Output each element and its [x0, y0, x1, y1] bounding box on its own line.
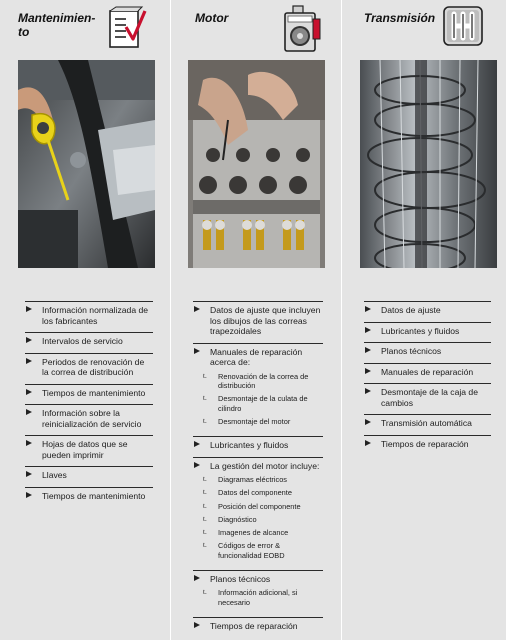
list-item: [364, 322, 491, 343]
column-maintenance: [0, 0, 170, 640]
transmission-list: [364, 301, 491, 455]
item-label: Desmontaje de la caja de cambios: [381, 387, 478, 408]
gear-shift-icon: [442, 5, 486, 49]
item-label: Llaves: [42, 470, 67, 480]
sub-item: [201, 475, 323, 485]
sub-marker: t.: [203, 371, 207, 380]
bullet-arrow-icon: [365, 347, 371, 353]
sub-marker: t.: [203, 488, 207, 497]
sub-label: Renovación de la correa de distribución: [218, 371, 309, 391]
item-label: Manuales de reparación: [381, 366, 474, 377]
item-label: Tiempos de mantenimiento: [42, 387, 146, 398]
list-item: [364, 414, 491, 435]
bullet-arrow-icon: [26, 440, 32, 446]
bullet-arrow-icon: [194, 622, 200, 628]
sub-item: [201, 528, 323, 538]
column-transmission: [342, 0, 506, 640]
item-label: Manuales de reparación acerca de:: [210, 346, 303, 367]
sub-label: Información adicional, si necesario: [218, 588, 298, 608]
list-item: [25, 353, 153, 384]
gearbox-photo: [360, 60, 497, 268]
item-label: Planos técnicos: [381, 346, 442, 356]
item-label: Información normalizada de los fabricantes: [42, 305, 149, 326]
sub-marker: t.: [203, 417, 207, 426]
list-item: [25, 384, 153, 405]
list-item: [364, 363, 491, 384]
sub-item: [201, 417, 323, 427]
sub-label: Desmontaje del motor: [218, 417, 291, 427]
sub-item: [201, 488, 323, 498]
checklist-icon: [108, 5, 148, 51]
item-label: Lubricantes y fluidos: [210, 440, 289, 451]
bullet-arrow-icon: [26, 409, 32, 415]
list-item: [25, 301, 153, 332]
sublist: [201, 372, 323, 427]
list-item: [193, 436, 323, 457]
list-item: [193, 617, 323, 638]
bullet-arrow-icon: [365, 388, 371, 394]
bullet-arrow-icon: [26, 306, 32, 312]
bullet-arrow-icon: [26, 358, 32, 364]
sub-label: Datos del componente: [218, 488, 292, 498]
sub-marker: t.: [203, 541, 207, 550]
item-label: Tiempos de mantenimiento: [42, 490, 146, 501]
list-item: [364, 383, 491, 414]
sub-marker: t.: [203, 514, 207, 523]
bullet-arrow-icon: [194, 441, 200, 447]
sub-marker: t.: [203, 501, 207, 510]
item-label: Datos de ajuste que incluyen los dibujos de las correas trapezoidales: [210, 305, 321, 336]
sub-item: [201, 502, 323, 512]
bullet-arrow-icon: [194, 306, 200, 312]
item-label: Intervalos de servicio: [42, 336, 123, 346]
list-item: [193, 570, 323, 617]
cylinder-head-photo: [188, 60, 325, 268]
bullet-arrow-icon: [365, 306, 371, 312]
sublist: [201, 588, 323, 607]
engine-disc-icon: [283, 5, 323, 53]
engine-list: [193, 301, 323, 638]
item-label: Planos técnicos: [210, 573, 271, 584]
column-title: Mantenimien- to: [18, 11, 96, 39]
sub-marker: t.: [203, 588, 207, 597]
bullet-arrow-icon: [26, 337, 32, 343]
sub-marker: t.: [203, 528, 207, 536]
item-label: Tiempos de reparación: [381, 438, 469, 449]
list-item: [25, 487, 153, 508]
list-item: [25, 435, 153, 466]
sub-item: [201, 515, 323, 525]
bullet-arrow-icon: [26, 389, 32, 395]
sub-item: [201, 394, 323, 413]
list-item: [25, 404, 153, 435]
sub-label: Imagenes de alcance: [218, 528, 289, 537]
list-item: [25, 466, 153, 487]
item-label: Tiempos de reparación: [210, 621, 298, 632]
list-item: [193, 457, 323, 570]
item-label: Datos de ajuste: [381, 305, 441, 315]
bullet-arrow-icon: [26, 492, 32, 498]
column-title: Transmisión: [364, 11, 436, 25]
list-item: [193, 301, 323, 343]
item-label: Transmisión automática: [381, 418, 472, 428]
list-item: [364, 301, 491, 322]
bullet-arrow-icon: [26, 471, 32, 477]
sub-marker: t.: [203, 394, 207, 403]
item-label: Hojas de datos que se pueden imprimir: [42, 439, 128, 460]
engine-oil-dipstick-photo: [18, 60, 155, 268]
sub-label: Códigos de error & funcionalidad EOBD: [218, 541, 285, 560]
sub-item: [201, 541, 323, 560]
bullet-arrow-icon: [194, 575, 200, 581]
item-label: Información sobre la reinicialización de servicio: [42, 408, 142, 429]
sub-label: Diagnóstico: [218, 514, 257, 524]
list-item: [364, 435, 491, 456]
sub-label: Desmontaje de la culata de cilindro: [218, 394, 308, 413]
list-item: [25, 332, 153, 353]
bullet-arrow-icon: [365, 368, 371, 374]
sub-item: [201, 588, 323, 607]
sub-marker: t.: [203, 475, 207, 484]
column-engine: [171, 0, 341, 640]
sub-item: [201, 372, 323, 391]
item-label: Lubricantes y fluidos: [381, 325, 460, 336]
item-label: Periodos de renovación de la correa de distribución: [42, 356, 145, 377]
bullet-arrow-icon: [365, 419, 371, 425]
bullet-arrow-icon: [194, 348, 200, 354]
item-label: La gestión del motor incluye:: [210, 460, 320, 471]
list-item: [193, 343, 323, 437]
list-item: [364, 342, 491, 363]
sub-label: Posición del componente: [218, 501, 301, 511]
bullet-arrow-icon: [365, 327, 371, 333]
bullet-arrow-icon: [365, 440, 371, 446]
column-title: Motor: [195, 11, 229, 25]
sub-label: Diagramas eléctricos: [218, 475, 288, 485]
bullet-arrow-icon: [194, 462, 200, 468]
sublist: [201, 475, 323, 560]
maintenance-list: [25, 301, 153, 507]
